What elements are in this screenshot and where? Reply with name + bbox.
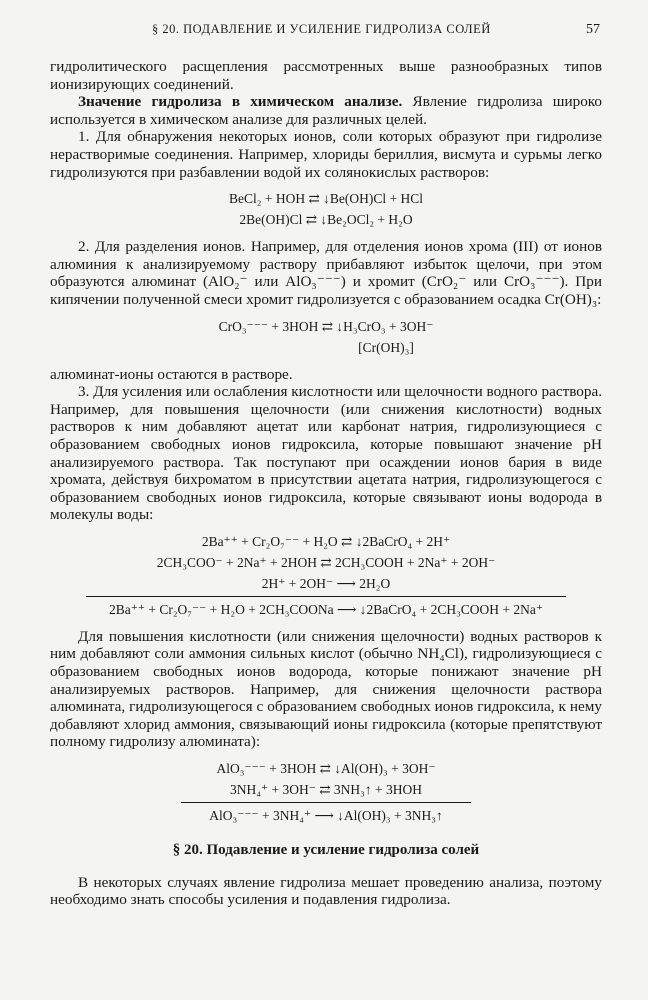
paragraph: В некоторых случаях явление гидролиза мешает проведению анализа, поэтому необходимо знать способы усиления и подавления гидролиза. [50, 873, 602, 909]
equation: CrO₃⁻⁻⁻ + 3HOH ⇄ ↓H₃CrO₃ + 3OH⁻ [218, 318, 434, 334]
equation: BeCl₂ + HOH ⇄ ↓Be(OH)Cl + HCl [229, 191, 423, 207]
paragraph: Для повышения кислотности (или снижения щелочности) водных растворов к ним добавляют соли аммония сильных кислот (обычно NH₄Cl), гидролизующиеся с образованием свободных ионов водорода, которые понижают значение pH анализируемых растворов. Например, для снижения щелочности раствора алюмината, гидролизующегося с образованием свободных ионов гидроксила, к нему добавляют хлорид аммония, связывающий ионы гидроксила (которые препятствуют полному гидролизу алюмината): [50, 627, 602, 751]
paragraph-heading: Значение гидролиза в химическом анализе. [78, 93, 403, 111]
running-header [60, 22, 600, 44]
paragraph-item-2: 2. Для разделения ионов. Например, для отделения ионов хрома (III) от ионов алюминия к анализируемому раствору прибавляют избыток щелочи, при этом образуются алюминат (AlO₂⁻ или AlO₃⁻⁻⁻) и хромит (CrO₂⁻ или CrO₃⁻⁻⁻). При кипячении полученной смеси хромит гидролизуется с образованием осадка Cr(OH)₃: [50, 238, 602, 308]
running-title: § 20. ПОДАВЛЕНИЕ И УСИЛЕНИЕ ГИДРОЛИЗА СОЛЕЙ [152, 22, 491, 36]
equation: 2CH₃COO⁻ + 2Na⁺ + 2HOH ⇄ 2CH₃COOH + 2Na⁺ + 2OH⁻ [156, 554, 496, 570]
paragraph: гидролитического расщепления рассмотренных выше разнообразных типов ионизирующих соединений. [50, 58, 602, 93]
equation-block-chromite [50, 318, 602, 356]
equation: 2Be(OH)Cl ⇄ ↓Be₂OCl₂ + H₂O [239, 212, 413, 228]
equation: 2Ba⁺⁺ + Cr₂O₇⁻⁻ + H₂O ⇄ ↓2BaCrO₄ + 2H⁺ [201, 533, 451, 549]
equation-block-beryllium [50, 190, 602, 228]
equation-block-barium [50, 533, 602, 618]
paragraph-item-3: 3. Для усиления или ослабления кислотности или щелочности водного раствора. Например, для повышения щелочности (или снижения кислотности) водных растворов к ним добавляют ацетат или карбонат натрия, гидролизующиеся с образованием свободных ионов гидроксила, которые повышают значение pH анализируемого раствора. Так поступают при осаждении ионов бария в виде хромата, действуя бихроматом в присутствии ацетата натрия, гидролизующегося с образованием свободных ионов гидроксила, которые связывают ионы водорода в молекулы воды: [50, 383, 602, 524]
paragraph: алюминат-ионы остаются в растворе. [50, 365, 293, 383]
equation: 2H⁺ + 2OH⁻ ⟶ 2H₂O [261, 575, 391, 591]
paragraph-hydrolysis-significance [50, 93, 602, 128]
section-heading: § 20. Подавление и усиление гидролиза солей [172, 842, 480, 859]
page-number: 57 [586, 22, 600, 37]
equation-note: [Cr(OH)₃] [358, 339, 414, 355]
equation: AlO₃⁻⁻⁻ + 3HOH ⇄ ↓Al(OH)₃ + 3OH⁻ [216, 761, 436, 777]
equation: 3NH₄⁺ + 3OH⁻ ⇄ 3NH₃↑ + 3HOH [230, 782, 422, 798]
equation-block-aluminate [50, 760, 602, 824]
paragraph-item-1: 1. Для обнаружения некоторых ионов, соли которых образуют при гидролизе нерастворимые соединения. Например, хлориды бериллия, висмута и сурьмы легко гидролизуются при разбавлении водой их солянокислых растворов: [50, 128, 602, 181]
paragraph-text: Явление гидролиза широко используется в химическом анализе для различных целей. [50, 93, 602, 128]
sum-line [86, 596, 566, 597]
page-body [50, 58, 602, 909]
equation-sum: AlO₃⁻⁻⁻ + 3NH₄⁺ ⟶ ↓Al(OH)₃ + 3NH₃↑ [209, 808, 443, 824]
equation-sum: 2Ba⁺⁺ + Cr₂O₇⁻⁻ + H₂O + 2CH₃COONa ⟶ ↓2BaCrO₄ + 2CH₃COOH + 2Na⁺ [108, 601, 544, 617]
sum-line [181, 802, 471, 803]
